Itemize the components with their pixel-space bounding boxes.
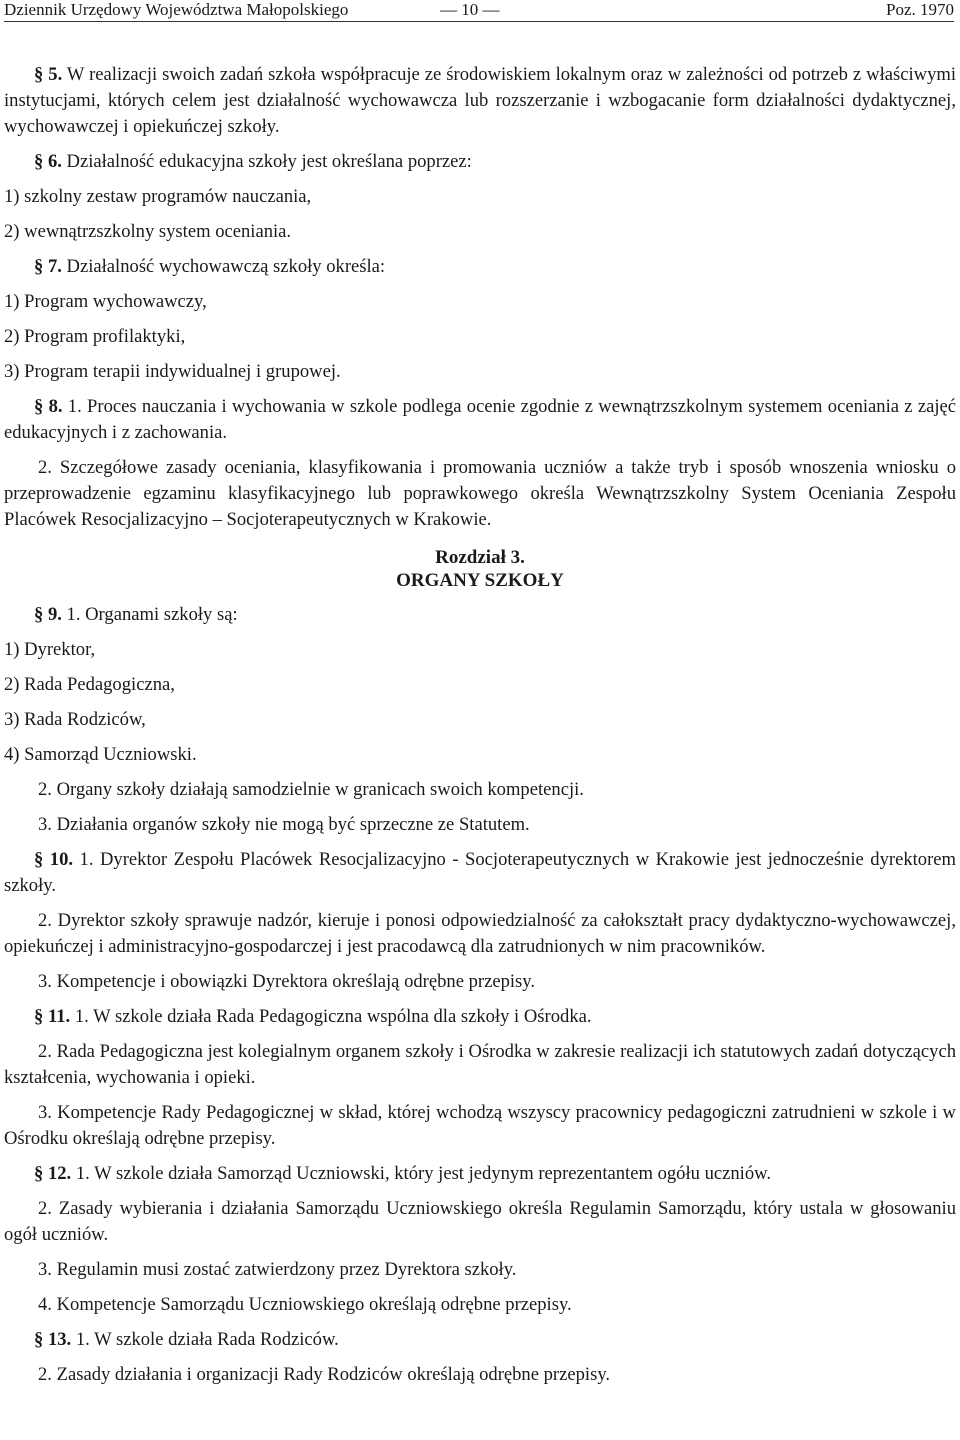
list-item: 2) Rada Pedagogiczna, [4,674,175,695]
list-item: 4) Samorząd Uczniowski. [4,744,197,765]
paragraph-text: 1. W szkole działa Rada Pedagogiczna wspólna dla szkoły i Ośrodka. [70,1006,592,1027]
chapter-number: Rozdział 3. [435,547,525,568]
paragraph: 4. Kompetencje Samorządu Uczniowskiego określają odrębne przepisy. [38,1294,572,1315]
paragraph: 2. Zasady wybierania i działania Samorządu Uczniowskiego określa Regulamin Samorządu, który ustala w głosowaniu ogół uczniów. [4,1198,956,1245]
paragraph: 3. Kompetencje i obowiązki Dyrektora określają odrębne przepisy. [38,971,536,992]
section-6 [4,149,956,175]
paragraph: 3. Działania organów szkoły nie mogą być sprzeczne ze Statutem. [38,814,530,835]
section-5 [4,62,956,140]
section-sign: § 9. [34,604,62,625]
section-sign: § 6. [34,151,62,172]
page-header [4,0,954,22]
section-7 [4,254,956,280]
paragraph-text: W realizacji swoich zadań szkoła współpracuje ze środowiskiem lokalnym oraz w zależności od potrzeb z właściwymi instytucjami, których celem jest działalność wychowawcza lub rozszerzanie i wzbogacanie form działalności dydaktycznej, wychowawczej i opiekuńczej szkoły. [4,64,957,137]
section-sign: § 11. [34,1006,71,1027]
journal-title: Dziennik Urzędowy Województwa Małopolskiego [4,0,349,19]
list-item: 2) Program profilaktyki, [4,326,186,347]
paragraph: 2. Dyrektor szkoły sprawuje nadzór, kieruje i ponosi odpowiedzialność za całokształt pracy dydaktyczno-wychowawczej, opiekuńczej i administracyjno-gospodarczej i jest pracodawcą dla zatrudnionych w nim pracowników. [4,910,956,957]
section-sign: § 12. [34,1163,72,1184]
section-sign: § 7. [34,256,62,277]
section-11 [4,1004,956,1030]
paragraph-text: 1. Proces nauczania i wychowania w szkole podlega ocenie zgodnie z wewnątrzszkolnym systemem oceniania z zajęć edukacyjnych i z zachowania. [4,396,957,443]
document-body [4,62,956,1388]
paragraph-text: Działalność edukacyjna szkoły jest określana poprzez: [61,151,472,172]
section-8 [4,394,956,446]
paragraph-text: 1. Dyrektor Zespołu Placówek Resocjalizacyjno - Socjoterapeutycznych w Krakowie jest jednocześnie dyrektorem szkoły. [4,849,956,896]
paragraph: 2. Rada Pedagogiczna jest kolegialnym organem szkoły i Ośrodka w zakresie realizacji ich statutowych zadań dotyczących kształcenia, wychowania i opieki. [4,1041,956,1088]
paragraph: 2. Organy szkoły działają samodzielnie w granicach swoich kompetencji. [38,779,584,800]
paragraph: 2. Zasady działania i organizacji Rady Rodziców określają odrębne przepisy. [38,1364,611,1385]
list-item: 1) szkolny zestaw programów nauczania, [4,186,312,207]
list-item: 2) wewnątrzszkolny system oceniania. [4,221,292,242]
paragraph: 2. Szczegółowe zasady oceniania, klasyfikowania i promowania uczniów a także tryb i sposób wnoszenia wniosku o przeprowadzenie egzaminu klasyfikacyjnego lub poprawkowego określa Wewnątrzszkolny System Oceniania Zespołu Placówek Resocjalizacyjno – Socjoterapeutycznych w Krakowie. [4,457,956,530]
list-item: 3) Program terapii indywidualnej i grupowej. [4,361,341,382]
header-rule [4,21,954,22]
section-sign: § 10. [34,849,74,870]
section-13 [4,1327,956,1353]
chapter-title: ORGANY SZKOŁY [396,570,564,591]
section-sign: § 5. [34,64,63,85]
section-9 [4,602,956,628]
position-number: Poz. 1970 [886,0,954,19]
section-sign: § 13. [34,1329,72,1350]
page-number: — 10 — [440,0,500,19]
section-12 [4,1161,956,1187]
paragraph: 3. Kompetencje Rady Pedagogicznej w skład, której wchodzą wszyscy pracownicy pedagogiczni zatrudnieni w szkole i w Ośrodku określają odrębne przepisy. [4,1102,956,1149]
paragraph-text: 1. W szkole działa Rada Rodziców. [71,1329,339,1350]
section-10 [4,847,956,899]
chapter-heading [4,546,956,602]
list-item: 1) Dyrektor, [4,639,96,660]
paragraph-text: Działalność wychowawczą szkoły określa: [61,256,386,277]
paragraph-text: 1. Organami szkoły są: [61,604,238,625]
list-item: 3) Rada Rodziców, [4,709,146,730]
section-sign: § 8. [34,396,63,417]
paragraph-text: 1. W szkole działa Samorząd Uczniowski, który jest jedynym reprezentantem ogółu uczniów. [71,1163,772,1184]
list-item: 1) Program wychowawczy, [4,291,207,312]
paragraph: 3. Regulamin musi zostać zatwierdzony przez Dyrektora szkoły. [38,1259,517,1280]
